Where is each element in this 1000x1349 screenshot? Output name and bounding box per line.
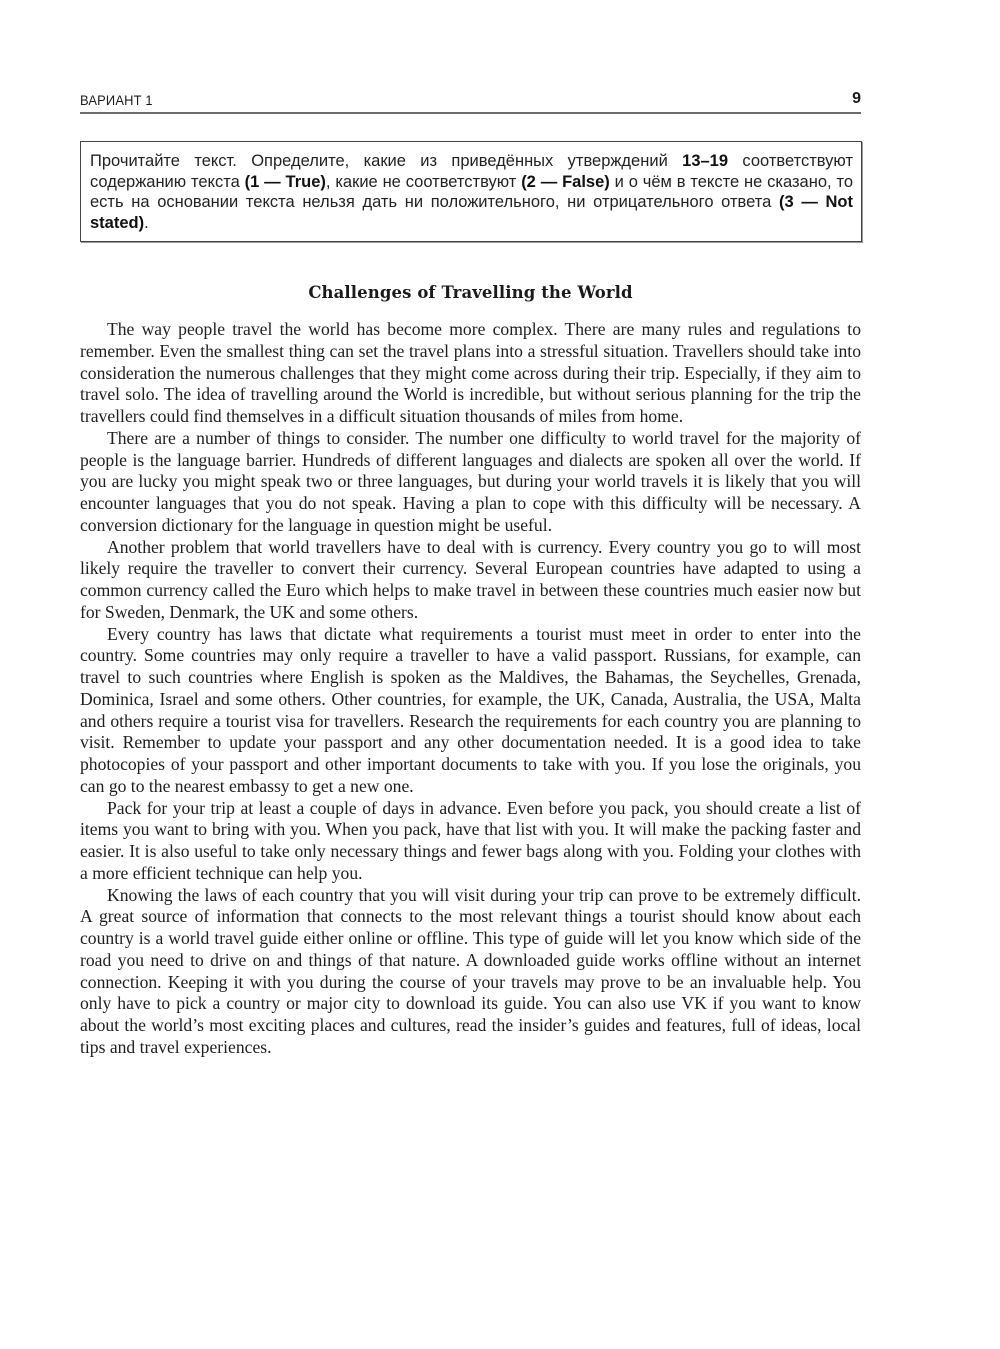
statement-range: 13–19 bbox=[682, 152, 729, 170]
article-paragraph: The way people travel the world has become more complex. There are many rules and regulations to remember. Even the smallest thing can set the travel plans into a stressful situation. Travellers should take into consideration the numerous challenges that they might come across during their trip. Especially, if they aim to travel solo. The idea of travelling around the World is incredible, but without serious planning for the trip the travellers could find themselves in a difficult situation thousands of miles from home. bbox=[80, 319, 861, 426]
variant-label: ВАРИАНТ 1 bbox=[80, 92, 153, 108]
article-paragraph: Knowing the laws of each country that you will visit during your trip can prove to be extremely difficult. A great source of information that connects to the most relevant things a tourist should know about each country is a world travel guide either online or offline. This type of guide will let you know which side of the road you need to drive on and things of that nature. A downloaded guide works offline without an internet connection. Keeping it with you during the course of your travels may prove to be an invaluable help. You only have to pick a country or major city to download its guide. You can also use VK if you want to know about the world’s most exciting places and cultures, read the insider’s guides and features, full of ideas, local tips and travel experiences. bbox=[80, 884, 861, 1057]
instruction-text: , какие не соответствуют bbox=[325, 172, 522, 191]
instruction-text: . bbox=[144, 213, 149, 232]
article-paragraph: There are a number of things to consider. The number one difficulty to world travel for the majority of people is the language barrier. Hundreds of different languages and dialects are spoken all over the world. If you are lucky you might speak two or three languages, but during your world travels it is likely that you will encounter languages that you do not speak. Having a plan to cope with this difficulty will be necessary. A conversion dictionary for the language in question might be useful. bbox=[80, 427, 861, 535]
answer-code-not-stated: (3 — Not stated) bbox=[90, 193, 853, 232]
article-paragraph: Pack for your trip at least a couple of days in advance. Even before you pack, you should create a list of items you want to bring with you. When you pack, have that list with you. It will make the packing faster and easier. It is also useful to take only necessary things and fewer bags along with you. Folding your clothes with a more efficient technique can help you. bbox=[80, 797, 861, 883]
answer-code-false: (2 — False) bbox=[521, 172, 610, 191]
instruction-text: и о чём в тексте не сказано, то есть на основании текста нельзя дать ни положительного, ни отрицательного ответа bbox=[90, 172, 853, 211]
instruction-text: соответствуют содержанию текста bbox=[90, 152, 853, 191]
article-paragraph: Another problem that world travellers have to deal with is currency. Every country you go to will most likely require the traveller to convert their currency. Several European countries have adapted to using a common currency called the Euro which helps to make travel in between these countries much easier now but for Sweden, Denmark, the UK and some others. bbox=[80, 536, 861, 622]
task-instruction-box bbox=[80, 141, 862, 242]
answer-code-true: (1 — True) bbox=[244, 172, 326, 191]
article-paragraph: Every country has laws that dictate what requirements a tourist must meet in order to enter into the country. Some countries may only require a traveller to have a valid passport. Russians, for example, can travel to such countries where English is spoken as the Maldives, the Bahamas, the Seychelles, Grenada, Dominica, Israel and some others. Other countries, for example, the UK, Canada, Australia, the USA, Malta and others require a tourist visa for travellers. Research the requirements for each country you are planning to visit. Remember to update your passport and any other documentation needed. It is a good idea to take photocopies of your passport and other important documents to take with you. If you lose the originals, you can go to the nearest embassy to get a new one. bbox=[80, 623, 861, 796]
article-title: Challenges of Travelling the World bbox=[308, 283, 633, 302]
page-number: 9 bbox=[852, 90, 861, 107]
instruction-text: Прочитайте текст. Определите, какие из приведённых утверждений bbox=[90, 152, 683, 170]
running-header bbox=[80, 90, 861, 114]
article-body bbox=[80, 319, 861, 1059]
